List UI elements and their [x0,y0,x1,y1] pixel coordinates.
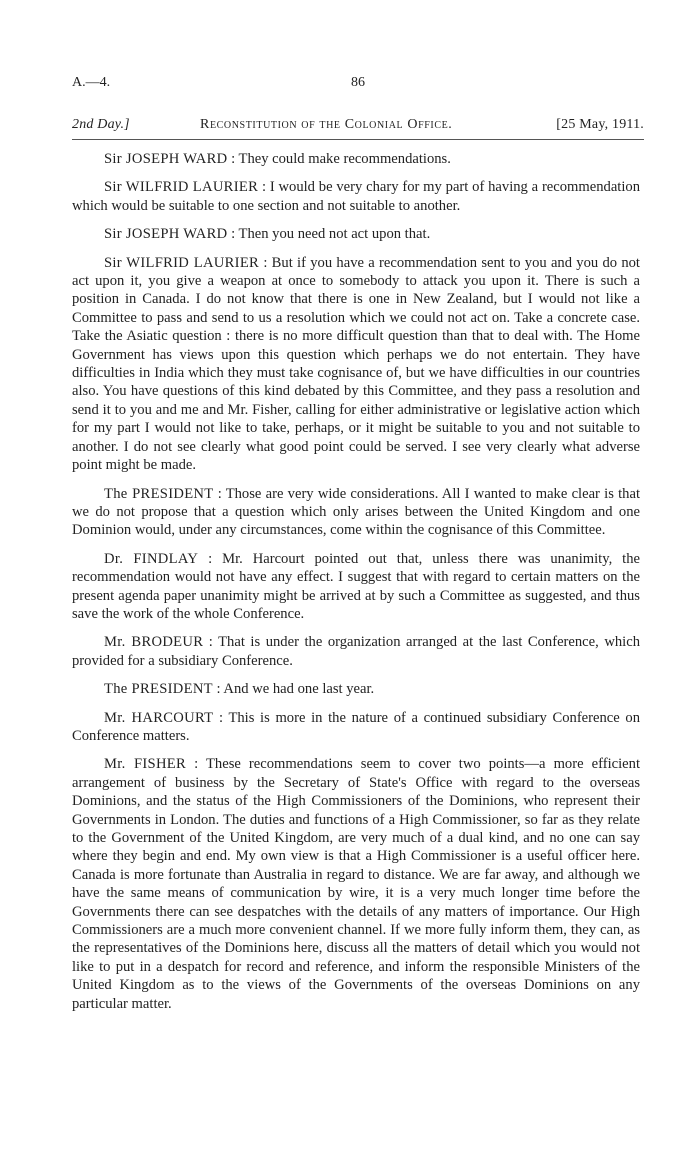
paragraph-1 [72,150,640,168]
paragraph-6 [72,550,640,624]
speech-text: : But if you have a recommendation sent to you and you do not act upon it, you give a weapon at once to somebody to attack you upon it. There is such a position in Canada. I do not know that there is one in New Zealand, but I would not like a Committee to pass and send to us a resolution which we could not act on. Take a concrete case. Take the Asiatic question : there is no more difficult question than that to deal with. The Home Government has views upon this question which perhaps we do not entertain. They have difficulties in India which they must take cognisance of, but we have difficulties in our countries also. You have questions of this kind debated by this Committee, and they pass a resolution and send it to you and me and Mr. Fisher, calling for either administrative or legislative action which for my part I would not like to take, perhaps, or it might be suitable to you and not suitable to another. I do not see clearly what good point could be served. I see very clearly what adverse point might be made. [72,254,640,474]
running-head-day: 2nd Day.] [72,117,130,132]
speaker-name: Sir WILFRID LAURIER [104,254,260,271]
speaker-name: Mr. HARCOURT [104,709,214,726]
page-header [72,75,644,95]
running-head-date: [25 May, 1911. [556,117,644,132]
speaker-name: Sir WILFRID LAURIER [104,179,259,196]
speech-text: : These recommendations seem to cover two points—a more efficient arrangement of business by the Secretary of State's Office with regard to the overseas Dominions, and the status of the High Commissioners of the Dominions, who represent their Governments in London. The duties and functions of a High Commissioner, so far as they relate to the Government of the United Kingdom, are very much of a dual kind, and no one can say where they begin and end. My own view is that a High Commissioner is a useful officer here. Canada is more fortunate than Australia in regard to distance. We are far away, and although we have the same means of communication by wire, it is a very much longer time before the Governments there can see despatches with the details of any matters of importance. Our High Commissioners are a much more convenient channel. If we more fully inform them, they can, as the representatives of the Dominions here, discuss all the matters of detail which you would not like to put in a despatch for record and reference, and inform the responsible Ministers of the United Kingdom as to the views of the Governments of the overseas Dominions on any particular matter. [72,756,640,1012]
header-rule [72,139,644,140]
speech-text: : Then you need not act upon that. [227,226,431,243]
speaker-name: Sir JOSEPH WARD [104,151,228,167]
paragraph-10 [72,755,640,1013]
paragraph-9 [72,709,640,746]
document-body [72,150,640,1023]
paragraph-8 [72,680,640,698]
running-head [72,117,644,137]
speaker-name: The PRESIDENT [104,681,213,698]
document-reference: A.—4. [72,75,111,90]
speech-text: : That is under the organization arranged at the last Conference, which provided for a subsidiary Conference. [72,634,640,669]
paragraph-7 [72,633,640,670]
speaker-name: Dr. FINDLAY [104,550,199,567]
paragraph-2 [72,178,640,215]
paragraph-4 [72,254,640,475]
speech-text: : They could make recommendations. [227,151,451,167]
paragraph-3 [72,225,640,243]
speaker-name: Mr. FISHER [104,756,187,773]
running-head-title: Reconstitution of the Colonial Office. [200,117,453,132]
speech-text: : Those are very wide considerations. All I wanted to make clear is that we do not propose that a question which only arises between the United Kingdom and one Dominion would, under any circumstances, come within the cognisance of this Committee. [72,485,640,539]
speaker-name: Sir JOSEPH WARD [104,226,228,243]
speech-text: : And we had one last year. [212,681,375,698]
page-number: 86 [351,75,365,90]
speaker-name: Mr. BRODEUR [104,634,204,651]
speech-text: : Mr. Harcourt pointed out that, unless there was unanimity, the recommendation would not have any effect. I suggest that with regard to certain matters on the present agenda paper unanimity might be arrived at by such a Committee as suggested, and thus save the work of the whole Conference. [72,550,640,622]
speaker-name: The PRESIDENT [104,485,214,502]
speech-text: : This is more in the nature of a continued subsidiary Conference on Conference matters. [72,709,640,744]
speech-text: : I would be very chary for my part of having a recommendation which would be suitable to one section and not suitable to another. [72,179,641,214]
paragraph-5 [72,485,640,540]
